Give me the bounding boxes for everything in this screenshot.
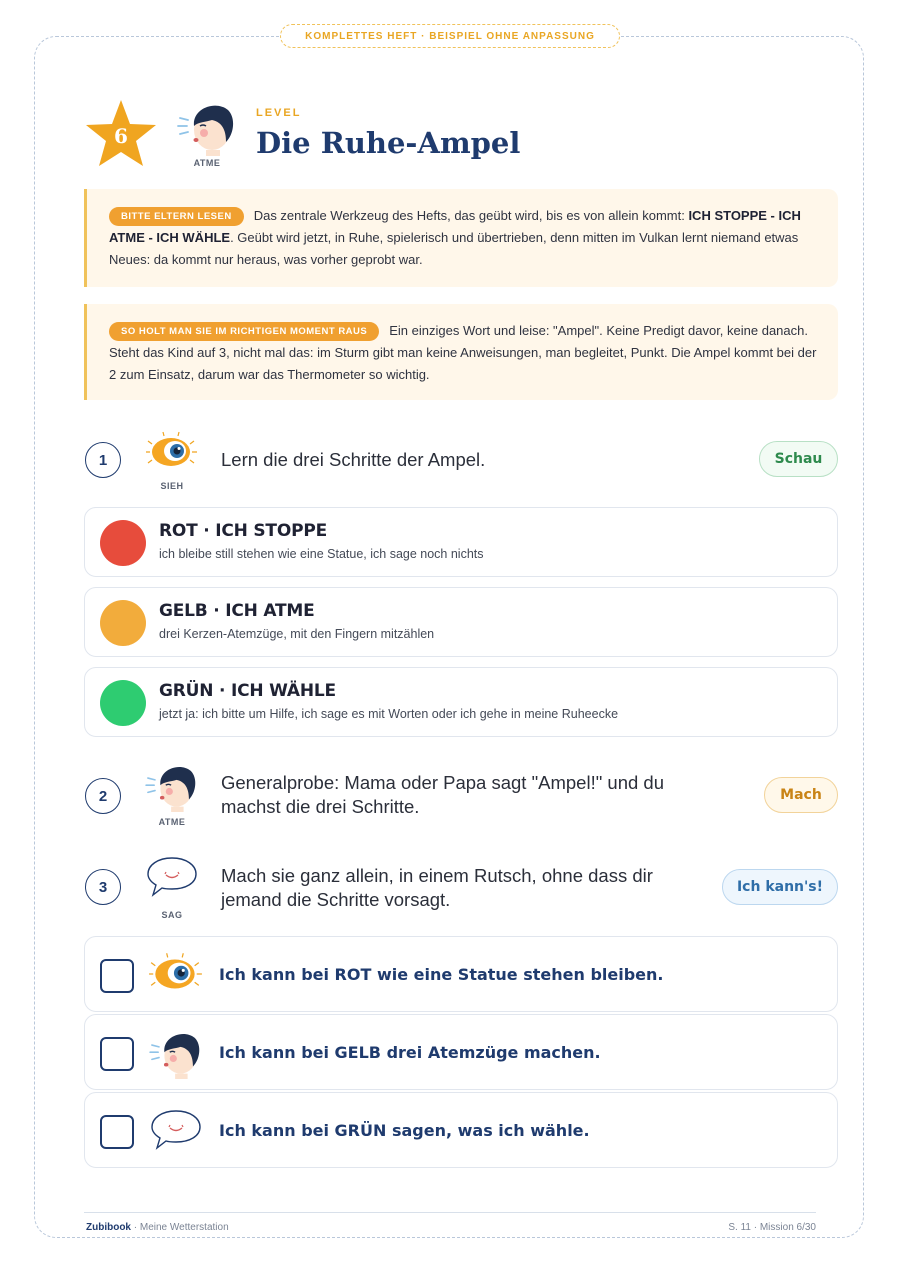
brand-name: Zubibook: [86, 1222, 131, 1233]
light-card-yellow: [84, 587, 838, 657]
breathing-face-icon: [176, 100, 238, 156]
eye-icon: [147, 951, 205, 997]
note-bold-text: ICH STOPPE - ICH ATME - ICH WÄHLE: [109, 208, 801, 245]
checklist-item: [84, 1092, 838, 1168]
mach-button[interactable]: Mach: [764, 777, 838, 813]
parent-note: [84, 189, 838, 287]
footer-page: S. 11 · Mission 6/30: [728, 1222, 816, 1233]
light-title: GRÜN · ICH WÄHLE: [159, 681, 336, 701]
step-text: Lern die drei Schritte der Ampel.: [221, 449, 486, 470]
breathing-face-icon: [144, 762, 200, 806]
green-light-icon: [100, 680, 146, 726]
note-badge: SO HOLT MAN SIE IM RICHTIGEN MOMENT RAUS: [109, 322, 379, 341]
light-title: GELB · ICH ATME: [159, 601, 315, 621]
usage-note: [84, 304, 838, 400]
step-icon-label: SIEH: [160, 481, 184, 491]
level-number: 6: [114, 124, 128, 148]
ich-kanns-button[interactable]: Ich kann's!: [722, 869, 838, 905]
note-badge: BITTE ELTERN LESEN: [109, 207, 244, 226]
footer-brand: [86, 1222, 229, 1233]
step-text: Generalprobe: Mama oder Papa sagt "Ampel!" und du machst die drei Schritte.: [221, 772, 665, 817]
step-number: 3: [85, 869, 121, 905]
checkbox[interactable]: [100, 959, 134, 993]
schau-button[interactable]: Schau: [759, 441, 838, 477]
step-number: 2: [85, 778, 121, 814]
speech-bubble-icon: [144, 854, 200, 898]
light-card-green: [84, 667, 838, 737]
note-text: Ein einziges Wort und leise: "Ampel". Keine Predigt davor, keine danach. Steht das Kind auf 3, nicht mal das: im Sturm gibt man keine Anweisungen, man begleitet, Punkt. Die Ampel kommt bei der 2 zum Einsatz, darum war das Thermometer so wichtig.: [109, 323, 817, 382]
speech-bubble-icon: [147, 1107, 205, 1153]
level-star-icon: [84, 98, 158, 168]
yellow-light-icon: [100, 600, 146, 646]
checklist-text: Ich kann bei GRÜN sagen, was ich wähle.: [219, 1121, 590, 1140]
light-card-red: [84, 507, 838, 577]
step-icon-label: ATME: [158, 817, 186, 827]
footer-subtitle: · Meine Wetterstation: [131, 1222, 229, 1233]
checkbox[interactable]: [100, 1037, 134, 1071]
light-title: ROT · ICH STOPPE: [159, 521, 328, 541]
light-description: jetzt ja: ich bitte um Hilfe, ich sage es mit Worten oder ich gehe in meine Ruheecke: [159, 707, 619, 721]
light-description: ich bleibe still stehen wie eine Statue, ich sage noch nichts: [159, 547, 484, 561]
breathing-face-icon: [147, 1029, 205, 1075]
light-description: drei Kerzen-Atemzüge, mit den Fingern mitzählen: [159, 627, 435, 641]
checkbox[interactable]: [100, 1115, 134, 1149]
step-number: 1: [85, 442, 121, 478]
note-text-end: . Geübt wird jetzt, in Ruhe, spielerisch und übertrieben, denn mitten im Vulkan lernt niemand etwas Neues: da kommt nur heraus, was vorher geprobt war.: [109, 230, 799, 267]
header-icon-label: ATME: [193, 158, 221, 168]
footer-divider: [84, 1212, 816, 1213]
checklist-item: [84, 936, 838, 1012]
note-text: Das zentrale Werkzeug des Hefts, das geübt wird, bis es von allein kommt:: [253, 208, 689, 223]
red-light-icon: [100, 520, 146, 566]
top-banner: KOMPLETTES HEFT · BEISPIEL OHNE ANPASSUNG: [280, 24, 620, 48]
level-label: LEVEL: [256, 107, 302, 119]
checklist-item: [84, 1014, 838, 1090]
eye-icon: [144, 430, 200, 474]
checklist-text: Ich kann bei ROT wie eine Statue stehen bleiben.: [219, 965, 664, 984]
checklist-text: Ich kann bei GELB drei Atemzüge machen.: [219, 1043, 601, 1062]
step-icon-label: SAG: [161, 910, 183, 920]
page-title: Die Ruhe-Ampel: [256, 126, 521, 160]
step-text: Mach sie ganz allein, in einem Rutsch, ohne dass dir jemand die Schritte vorsagt.: [221, 865, 653, 910]
